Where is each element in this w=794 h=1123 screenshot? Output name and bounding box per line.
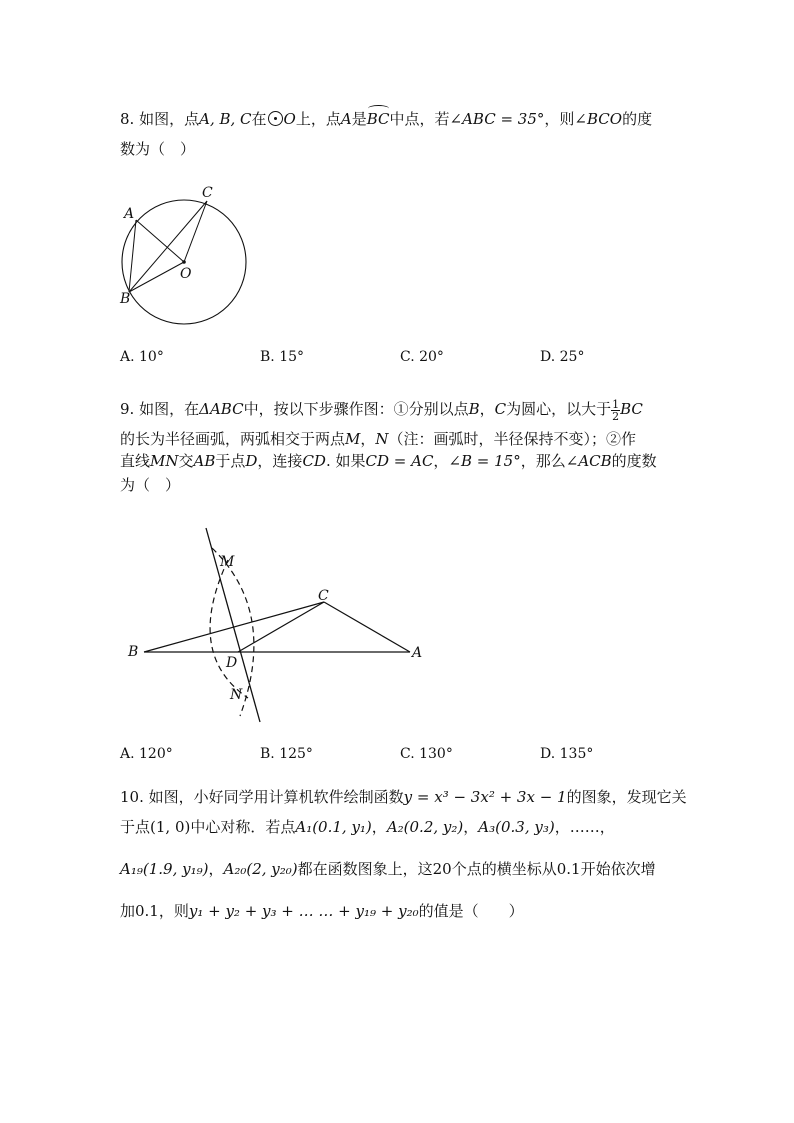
q9-option-c[interactable]: C. 130° [400,746,453,762]
segment-bc [144,602,324,652]
segment-bc [129,201,207,292]
q10-line-4: 加0.1，则y₁ + y₂ + y₃ + … … + y₁₉ + y₂₀的值是（ ） [120,902,524,920]
q9-option-d[interactable]: D. 135° [540,746,594,762]
center-point [182,260,186,264]
label-o: O [180,266,192,282]
q9-line-2: 的长为半径画弧，两弧相交于两点M，N（注：画弧时，半径保持不变）；②作 [120,430,637,448]
q8-number: 8. [120,110,135,128]
q9-options [120,746,680,766]
q10-line-2: 于点(1, 0)中心对称．若点A₁(0.1, y₁)，A₂(0.2, y₂)，A₃(0.3, y₃)，……， [120,818,615,836]
label-a: A [124,206,135,222]
q9-option-b[interactable]: B. 125° [260,746,313,762]
q9-number: 9. [120,400,135,418]
label-d: D [226,655,238,671]
circle-dot-icon [268,111,283,126]
label-b: B [120,291,131,307]
arc-bc: BC [366,110,390,128]
sum-expression: y₁ + y₂ + y₃ + … … + y₁₉ + y₂₀ [188,902,419,920]
q8-option-a[interactable]: A. 10° [120,349,164,365]
q10-line-3: A₁₉(1.9, y₁₉)，A₂₀(2, y₂₀)都在函数图象上，这20个点的横坐标从0.1开始依次增 [120,860,656,878]
q8-options [120,349,680,369]
q10-line-1: 10. 如图，小好同学用计算机软件绘制函数y = x³ − 3x² + 3x − 1的图象，发现它关 [120,788,687,806]
segment-ca [324,602,410,652]
q9-figure [120,520,430,730]
q8-option-c[interactable]: C. 20° [400,349,444,365]
q8-line-2: 数为（ ） [120,140,196,158]
q8-option-d[interactable]: D. 25° [540,349,585,365]
q10-number: 10. [120,788,144,806]
q9-line-4: 为（ ） [120,476,181,494]
label-c: C [202,185,213,201]
function-formula: y = x³ − 3x² + 3x − 1 [403,788,567,806]
label-m: M [220,554,235,570]
q8-option-b[interactable]: B. 15° [260,349,305,365]
label-b: B [128,644,139,660]
fraction-one-half: $\frac{1}{2}$ [612,397,620,423]
segment-dc [238,602,324,652]
q8-line-1: 8. 如图，点A, B, C在 O上，点A是BC中点，若∠ABC = 35°，则∠BCO的度 [120,110,653,128]
label-a: A [412,645,423,661]
label-c: C [318,588,329,604]
q9-option-a[interactable]: A. 120° [120,746,173,762]
q8-figure [110,180,260,330]
segment-oc [184,201,207,262]
q9-line-3: 直线MN交AB于点D，连接CD. 如果CD = AC，∠B = 15°，那么∠ACB的度数 [120,452,657,470]
q9-line-1: 9. 如图，在ΔABC中，按以下步骤作图：①分别以点B，C为圆心，以大于 $\frac{1}{2}$ BC [120,397,643,423]
segment-bo [129,262,184,292]
label-n: N [230,687,243,703]
